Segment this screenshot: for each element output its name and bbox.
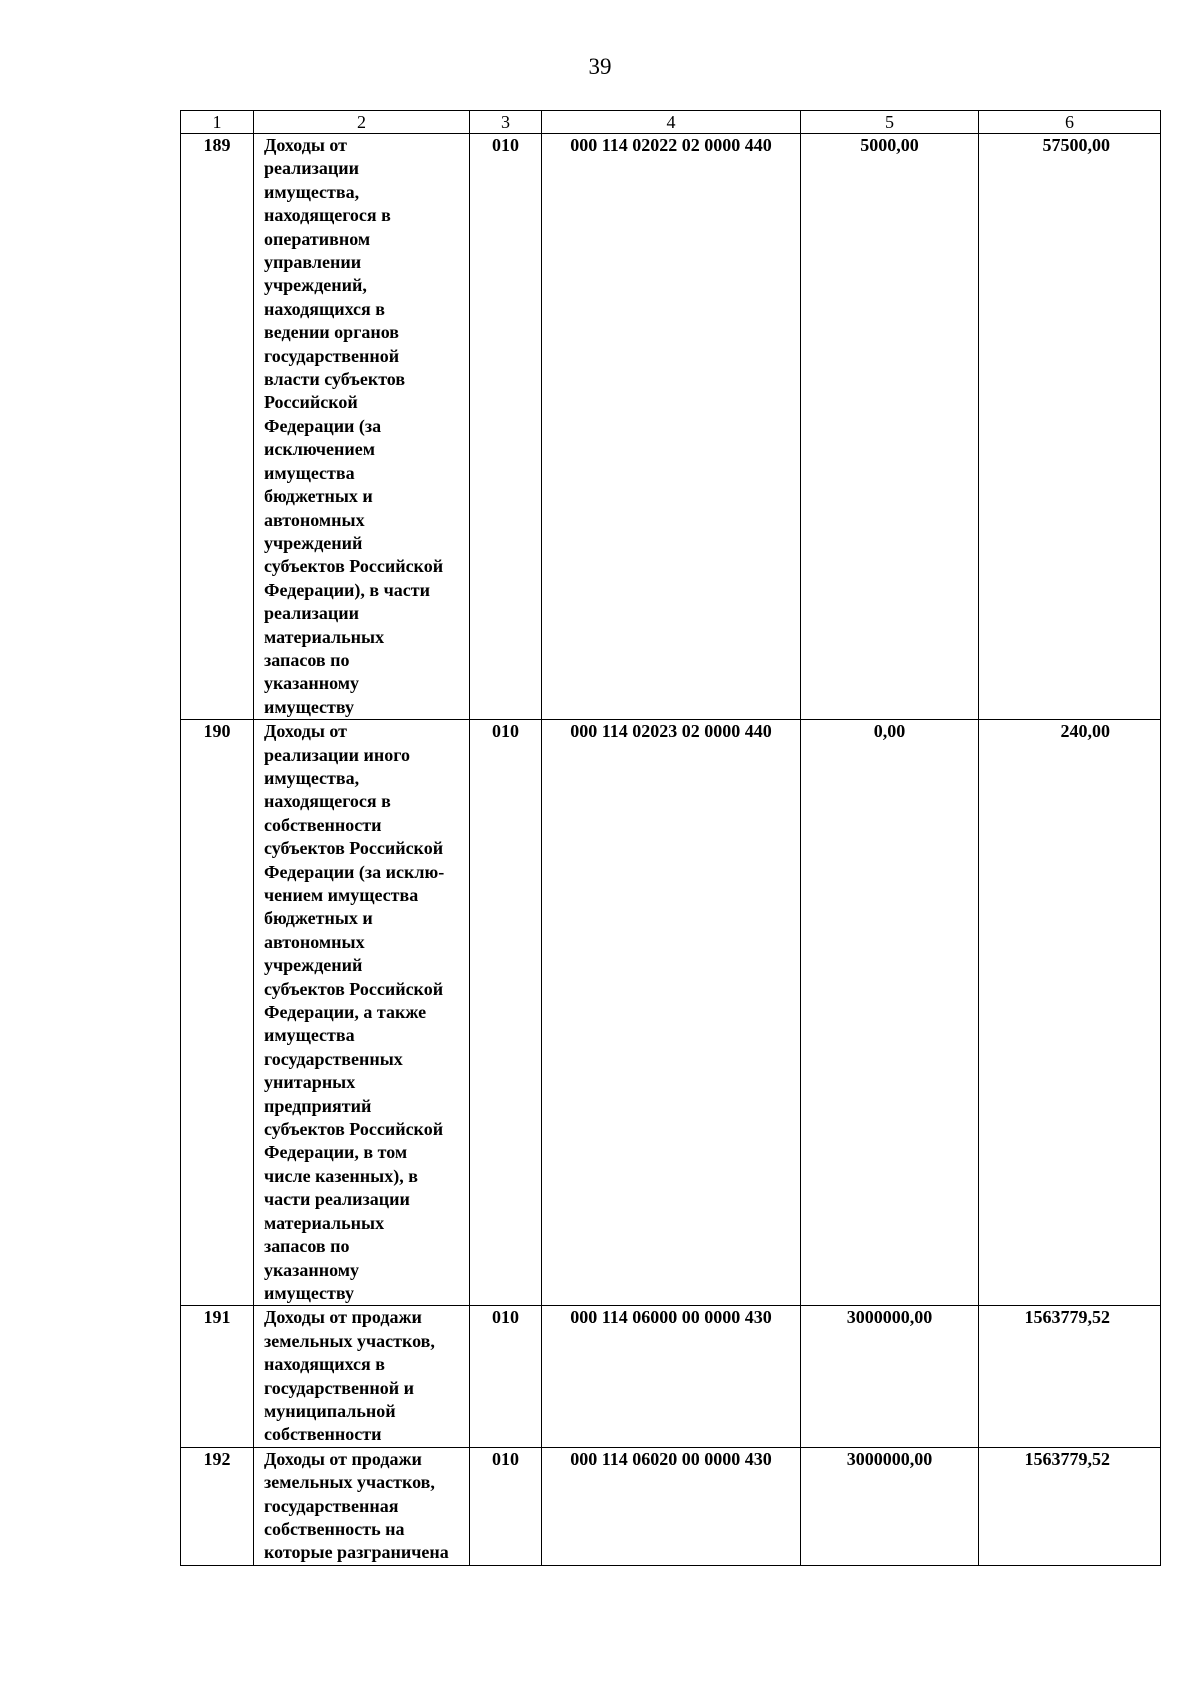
column-header: 6 [979, 111, 1161, 134]
line-code: 010 [470, 1447, 542, 1565]
actual-amount: 1563779,52 [979, 1306, 1161, 1447]
planned-amount: 3000000,00 [801, 1306, 979, 1447]
budget-classification-code: 000 114 06020 00 0000 430 [542, 1447, 801, 1565]
table-row [181, 720, 1161, 1306]
planned-amount: 3000000,00 [801, 1447, 979, 1565]
table-header-row [181, 111, 1161, 134]
table-row [181, 1306, 1161, 1447]
planned-amount: 5000,00 [801, 134, 979, 720]
revenue-name-text: Доходы от реализации имущества, находящегося в оперативном управлении учреждений, находящихся в ведении органов государственной власти субъектов Российской Федерации (за исключением имущества бюджетных и автономных учреждений субъектов Российской Федерации), в части реализации материальных запасов по указанному имуществу [264, 135, 444, 717]
revenue-table [180, 110, 1161, 1566]
budget-classification-code: 000 114 06000 00 0000 430 [542, 1306, 801, 1447]
budget-classification-code: 000 114 02023 02 0000 440 [542, 720, 801, 1306]
page-number: 39 [588, 54, 612, 79]
line-code: 010 [470, 134, 542, 720]
row-number: 191 [181, 1306, 254, 1447]
planned-amount: 0,00 [801, 720, 979, 1306]
table-row [181, 1447, 1161, 1565]
line-code: 010 [470, 720, 542, 1306]
revenue-name [254, 134, 470, 720]
row-number: 192 [181, 1447, 254, 1565]
actual-amount: 1563779,52 [979, 1447, 1161, 1565]
row-number: 190 [181, 720, 254, 1306]
line-code: 010 [470, 1306, 542, 1447]
revenue-name [254, 1306, 470, 1447]
row-number: 189 [181, 134, 254, 720]
column-header: 3 [470, 111, 542, 134]
column-header: 2 [254, 111, 470, 134]
budget-classification-code: 000 114 02022 02 0000 440 [542, 134, 801, 720]
actual-amount: 57500,00 [979, 134, 1161, 720]
revenue-name [254, 720, 470, 1306]
revenue-name-text: Доходы от продажи земельных участков, государственная собственность на которые разграничена [264, 1448, 449, 1563]
revenue-name [254, 1447, 470, 1565]
column-header: 1 [181, 111, 254, 134]
column-header: 5 [801, 111, 979, 134]
table-row [181, 134, 1161, 720]
revenue-name-text: Доходы от реализации иного имущества, находящегося в собственности субъектов Российской Федерации (за исклю- чением имущества бюджетных и автономных учреждений субъектов Российской Федерации, а также имущества государственных унитарных предприятий субъектов Российской Федерации, в том числе казенных), в части реализации материальных запасов по указанному имуществу [264, 721, 445, 1303]
column-header: 4 [542, 111, 801, 134]
actual-amount: 240,00 [979, 720, 1161, 1306]
revenue-name-text: Доходы от продажи земельных участков, находящихся в государственной и муниципальной собственности [264, 1307, 435, 1445]
